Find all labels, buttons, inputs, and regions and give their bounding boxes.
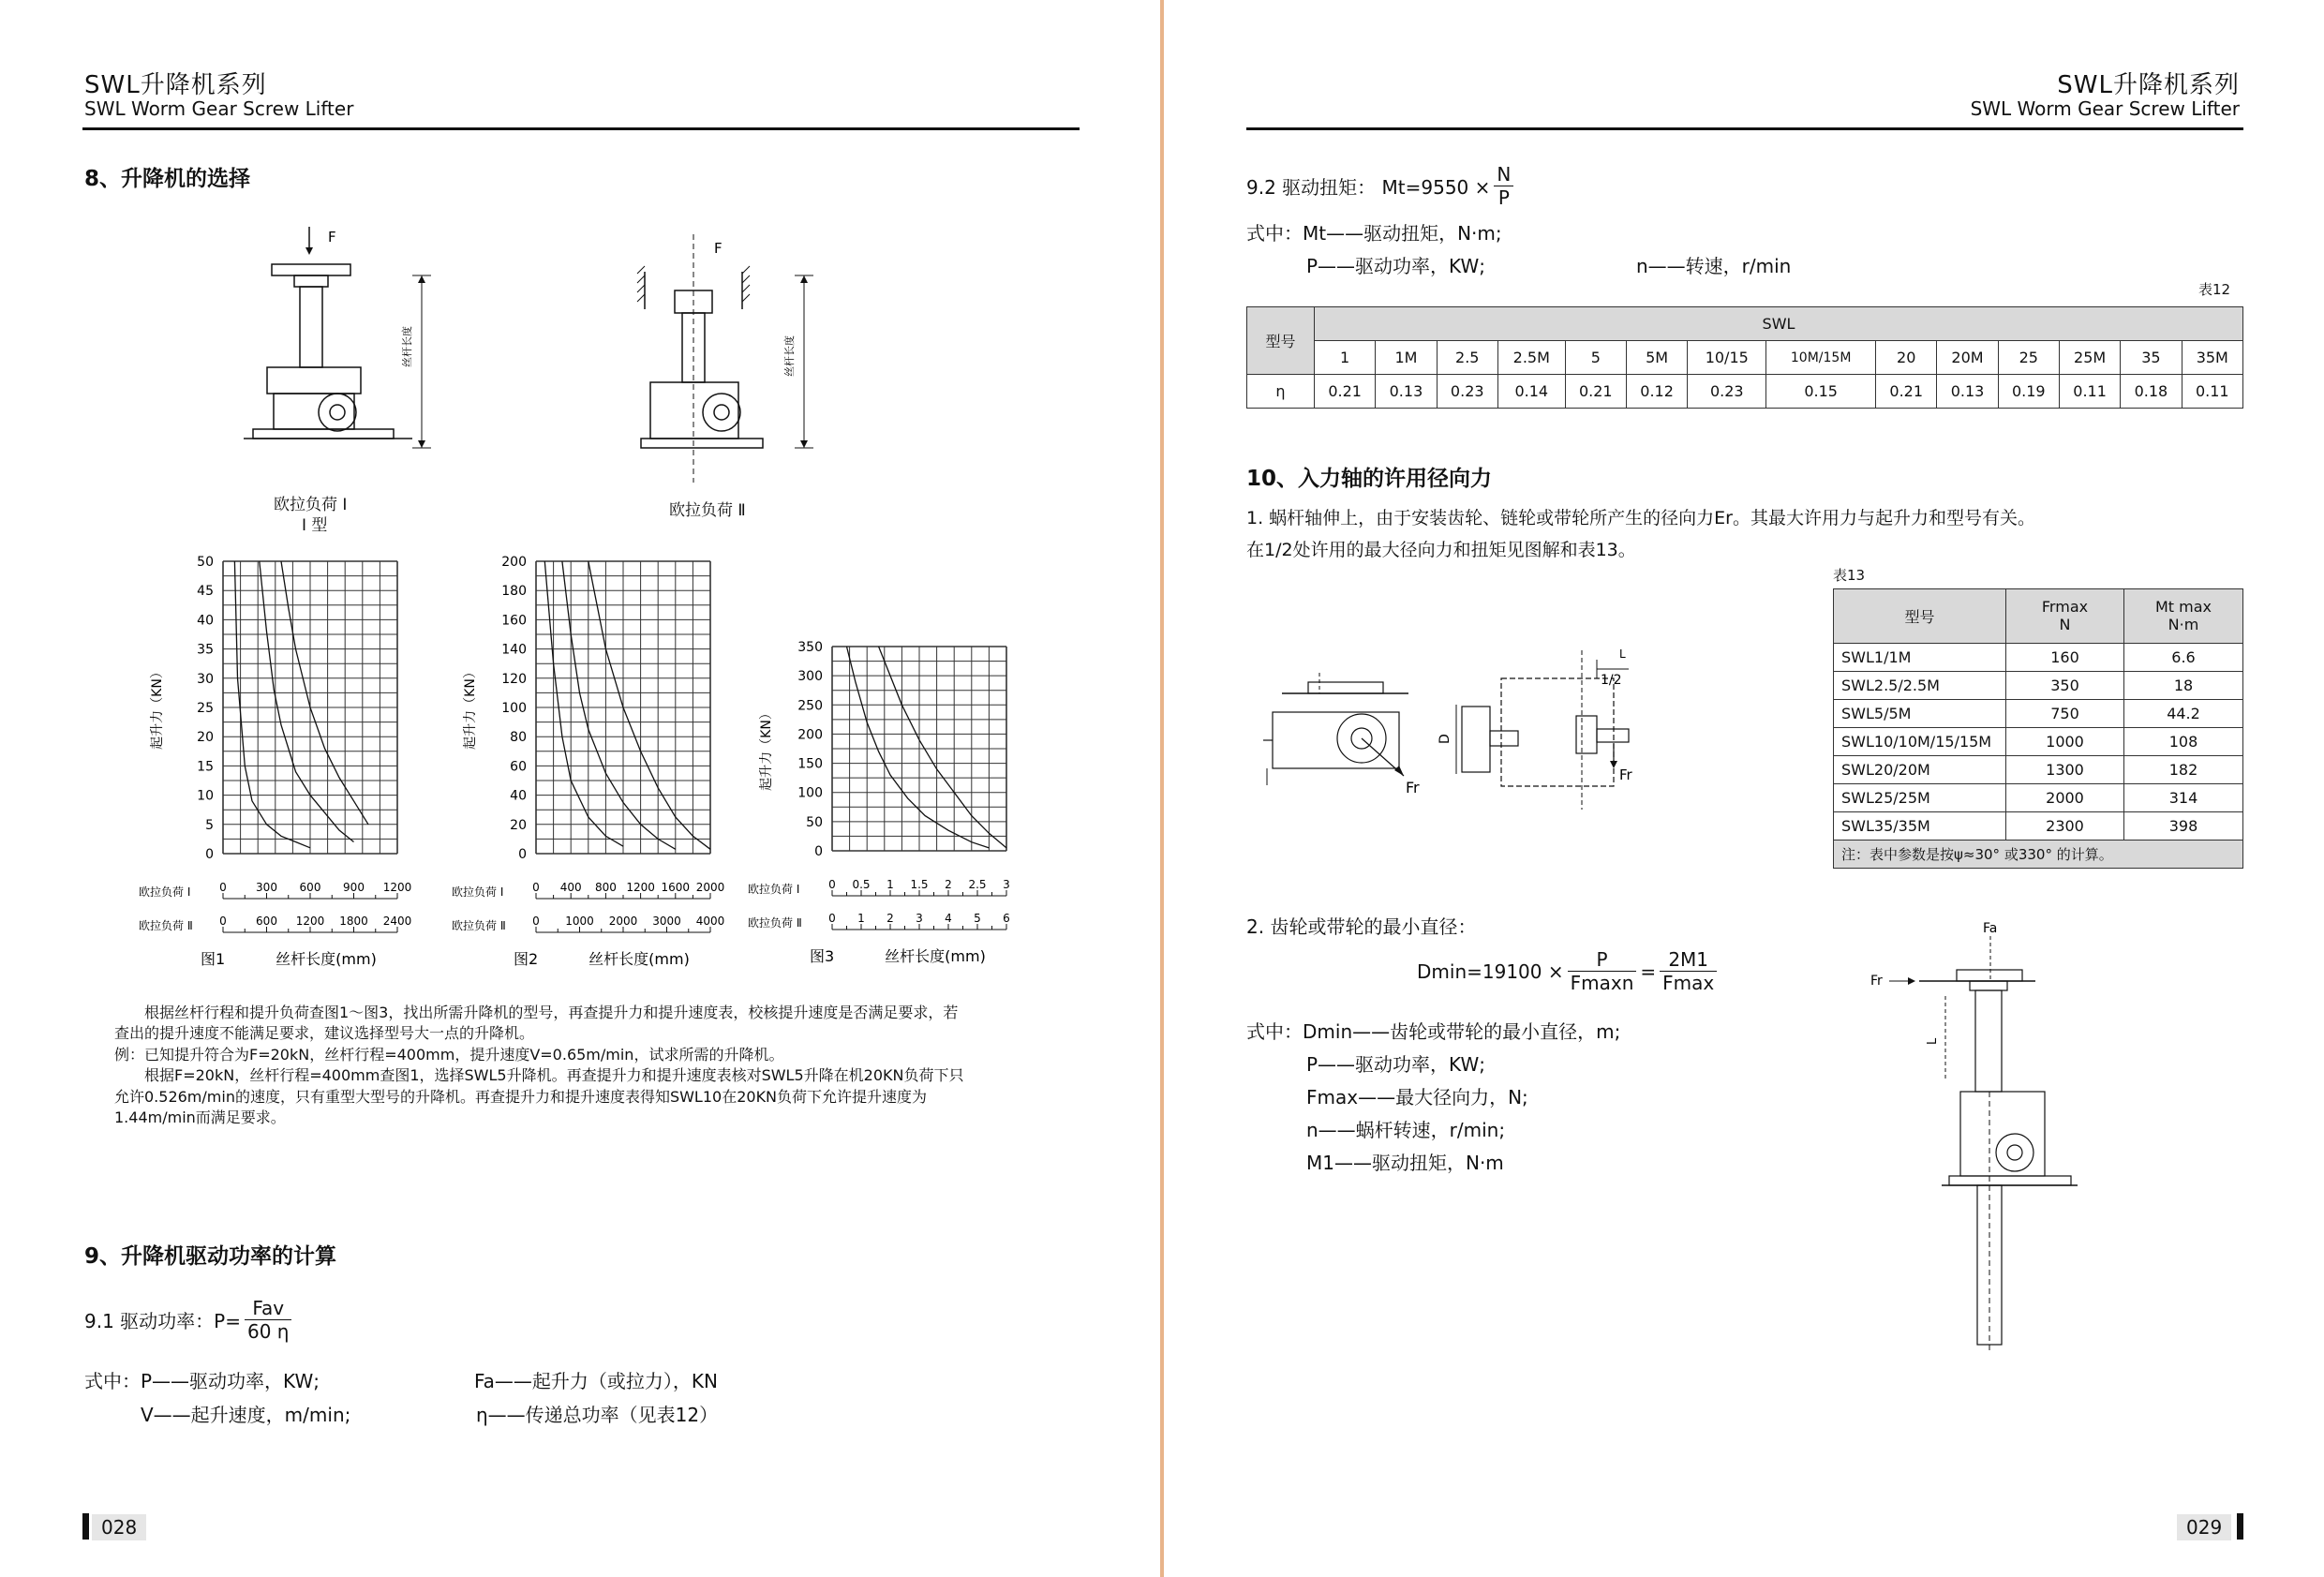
header-subtitle: SWL Worm Gear Screw Lifter	[84, 97, 354, 120]
formula-fraction-1	[1568, 948, 1637, 994]
y-tick-label: 180	[501, 584, 527, 600]
y-tick-label: 160	[501, 613, 527, 629]
table-cell-mt: 182	[2124, 756, 2243, 784]
table-efficiency-cell: 0.18	[2121, 375, 2182, 409]
x-tick-label: 300	[256, 881, 277, 894]
x-tick-label: 2400	[382, 915, 412, 928]
x-tick-label: 5	[974, 912, 981, 925]
table-cell-mt: 44.2	[2124, 700, 2243, 728]
y-tick-label: 15	[197, 759, 214, 775]
section-10-text-1: 1. 蜗杆轴伸上，由于安装齿轮、链轮或带轮所产生的径向力Er。其最大许用力与起升力和型号有关。	[1246, 508, 2035, 528]
euler-2-axis-label: 欧拉负荷 Ⅱ	[452, 919, 506, 932]
table-row	[1834, 756, 2243, 784]
euler-1-caption: 欧拉负荷 Ⅰ	[274, 496, 348, 514]
y-tick-label: 100	[797, 785, 823, 801]
table-cell-model: SWL35/35M	[1834, 812, 2006, 841]
fraction-denominator: Fmax	[1662, 972, 1715, 994]
section-8-title: 8、升降机的选择	[84, 167, 251, 191]
para-line: 查出的提升速度不能满足要求，建议选择型号大一点的升降机。	[114, 1024, 535, 1043]
table-model-cell: 10M/15M	[1766, 341, 1876, 375]
x-tick-label: 2	[945, 878, 952, 891]
table-cell-fr: 1300	[2006, 756, 2124, 784]
table-12-label: 表12	[2198, 281, 2231, 298]
euler-1-axis-label: 欧拉负荷 Ⅰ	[452, 885, 504, 899]
stroke-length-label: 丝杆长度	[401, 326, 413, 367]
type-1-caption: Ⅰ 型	[302, 516, 328, 535]
table-efficiency-cell: 0.19	[1998, 375, 2059, 409]
y-tick-label: 60	[510, 759, 527, 775]
section-9-title: 9、升降机驱动功率的计算	[84, 1244, 337, 1269]
page-number: 029	[2177, 1514, 2231, 1540]
x-axis-label: 丝杆长度(mm)	[276, 950, 377, 968]
half-length-label: 1/2	[1601, 673, 1622, 688]
stroke-length-label: 丝杆长度	[783, 335, 796, 377]
selection-paragraph	[114, 1003, 1080, 1128]
x-tick-label: 3	[916, 912, 923, 925]
x-tick-label: 900	[343, 881, 365, 894]
para-line: 根据丝杆行程和提升负荷查图1～图3，找出所需升降机的型号，再查提升力和提升速度表，校核提升速度是否满足要求，若	[144, 1004, 959, 1021]
x-tick-label: 1200	[382, 881, 412, 894]
x-tick-label: 2	[886, 912, 894, 925]
table-efficiency-cell: 0.21	[1315, 375, 1376, 409]
header-title: SWL升降机系列	[84, 71, 267, 99]
table-row	[1834, 644, 2243, 672]
euler-2-axis-label: 欧拉负荷 Ⅱ	[139, 919, 193, 932]
x-tick-label: 1200	[626, 881, 655, 894]
table-header-swl: SWL	[1315, 307, 2243, 341]
table-efficiency-cell: 0.23	[1688, 375, 1766, 409]
page-marker	[2237, 1513, 2243, 1540]
y-tick-label: 50	[197, 555, 214, 570]
x-tick-label: 2.5	[968, 878, 987, 891]
radial-force-diagram-1	[1263, 656, 1432, 806]
x-tick-label: 0	[828, 878, 836, 891]
y-axis-label: 起升力（KN）	[150, 665, 165, 750]
y-tick-label: 200	[501, 555, 527, 570]
x-tick-label: 1.5	[910, 878, 929, 891]
table-efficiency-cell: 0.13	[1376, 375, 1437, 409]
table-cell-model: SWL2.5/2.5M	[1834, 672, 2006, 700]
radial-force-label: Fr	[1406, 779, 1420, 796]
fraction-denominator: Fmaxn	[1570, 972, 1634, 994]
chart-figure-3	[748, 633, 1031, 971]
euler-1-axis-label: 欧拉负荷 Ⅰ	[139, 885, 191, 899]
table-13-body	[1834, 644, 2243, 841]
lifter-diagram-euler-2	[637, 234, 825, 487]
definition-m1: M1——驱动扭矩，N·m	[1306, 1152, 1504, 1174]
section-10-title: 10、入力轴的许用径向力	[1246, 467, 1493, 491]
fraction-denominator: 60 η	[246, 1320, 290, 1343]
y-tick-label: 10	[197, 788, 214, 804]
y-tick-label: 250	[797, 698, 823, 714]
x-tick-label: 6	[1003, 912, 1010, 925]
table-model-cell: 5	[1565, 341, 1626, 375]
x-tick-label: 4	[945, 912, 952, 925]
formula-fraction-2	[1660, 948, 1717, 994]
definition-v: V——起升速度，m/min;	[141, 1404, 351, 1426]
euler-2-caption: 欧拉负荷 Ⅱ	[669, 501, 746, 520]
table-model-cell: 35	[2121, 341, 2182, 375]
table-cell-fr: 350	[2006, 672, 2124, 700]
y-tick-label: 80	[510, 730, 527, 746]
definition-n: n——蜗杆转速，r/min;	[1306, 1119, 1506, 1141]
header-title: SWL升降机系列	[2057, 71, 2240, 99]
page-marker	[82, 1513, 89, 1540]
table-cell-model: SWL5/5M	[1834, 700, 2006, 728]
x-tick-label: 400	[559, 881, 582, 894]
y-tick-label: 120	[501, 671, 527, 687]
x-tick-label: 600	[299, 881, 321, 894]
chart-figure-1	[139, 548, 431, 970]
table-row	[1834, 784, 2243, 812]
table-efficiency-cell: 0.13	[1937, 375, 1998, 409]
table-cell-fr: 1000	[2006, 728, 2124, 756]
table-row	[1834, 672, 2243, 700]
table-model-cell: 2.5M	[1497, 341, 1565, 375]
y-tick-label: 5	[205, 817, 214, 833]
fraction-numerator: N	[1494, 163, 1513, 186]
table-row	[1834, 728, 2243, 756]
definition-dmin: 式中：Dmin——齿轮或带轮的最小直径，m;	[1246, 1020, 1621, 1043]
series-line-2	[879, 647, 1006, 848]
table-efficiency-cell: 0.14	[1497, 375, 1565, 409]
x-tick-label: 1	[857, 912, 865, 925]
table-cell-fr: 2300	[2006, 812, 2124, 841]
table-header-model: 型号	[1247, 307, 1315, 375]
table-13-label: 表13	[1833, 567, 1866, 584]
table-efficiency-row	[1247, 375, 2243, 409]
y-tick-label: 0	[205, 847, 214, 862]
fraction-denominator: P	[1497, 186, 1510, 209]
y-tick-label: 25	[197, 701, 214, 716]
table-model-cell: 20	[1876, 341, 1937, 375]
force-label: F	[714, 240, 723, 257]
formula-label: 9.2 驱动扭矩： Mt=9550 ×	[1246, 176, 1491, 199]
table-efficiency-cell: 0.23	[1437, 375, 1497, 409]
radial-force-diagram-2	[1438, 647, 1632, 810]
table-cell-mt: 108	[2124, 728, 2243, 756]
mtmax-unit: N·m	[2168, 615, 2199, 633]
header-rule	[82, 127, 1080, 130]
table-cell-mt: 398	[2124, 812, 2243, 841]
formula-label: Dmin=19100 ×	[1417, 960, 1564, 983]
x-tick-label: 2000	[608, 915, 638, 928]
y-tick-label: 350	[797, 640, 823, 655]
y-tick-label: 0	[518, 847, 527, 862]
definition-p: 式中：P——驱动功率，KW;	[84, 1370, 320, 1392]
formula-9-2	[1246, 163, 1517, 209]
definition-eta: η——传递总功率（见表12）	[476, 1404, 719, 1426]
y-tick-label: 20	[197, 730, 214, 746]
series-line-1	[234, 561, 310, 848]
figure-label: 图3	[810, 947, 835, 965]
formula-label: 9.1 驱动功率：P=	[84, 1310, 241, 1332]
diameter-label: D	[1438, 734, 1452, 744]
y-tick-label: 50	[806, 814, 823, 830]
definition-fmax: Fmax——最大径向力，N;	[1306, 1086, 1528, 1108]
series-line-3	[588, 561, 710, 849]
x-tick-label: 0	[828, 912, 836, 925]
y-tick-label: 0	[814, 844, 823, 859]
table-efficiency-cell: 0.12	[1626, 375, 1687, 409]
x-tick-label: 0	[219, 915, 227, 928]
section-2-title: 2. 齿轮或带轮的最小直径：	[1246, 915, 1477, 938]
definition-fa: Fa——起升力（或拉力），KN	[474, 1370, 718, 1392]
x-tick-label: 1200	[295, 915, 325, 928]
formula-9-1	[84, 1297, 295, 1343]
table-model-cell: 25	[1998, 341, 2059, 375]
table-header-mtmax	[2124, 589, 2243, 644]
radial-force-label: Fr	[1619, 766, 1632, 783]
frmax-unit: N	[2059, 615, 2071, 633]
y-axis-label: 起升力（KN）	[759, 707, 774, 791]
table-header-model: 型号	[1834, 589, 2006, 644]
x-tick-label: 1800	[339, 915, 368, 928]
table-row	[1834, 700, 2243, 728]
y-tick-label: 45	[197, 584, 214, 600]
figure-label: 图2	[514, 950, 539, 968]
series-line-1	[847, 647, 990, 848]
table-efficiency-cell: 0.15	[1766, 375, 1876, 409]
table-model-cell: 10/15	[1688, 341, 1766, 375]
table-model-cell: 1	[1315, 341, 1376, 375]
length-label: L	[1926, 1037, 1940, 1045]
frmax-label: Frmax	[2041, 598, 2089, 617]
page-number: 028	[92, 1514, 146, 1540]
table-cell-model: SWL25/25M	[1834, 784, 2006, 812]
table-model-cell: 1M	[1376, 341, 1437, 375]
y-tick-label: 140	[501, 642, 527, 658]
table-model-cell: 35M	[2182, 341, 2242, 375]
x-tick-label: 0	[532, 881, 540, 894]
lifter-load-diagram	[1867, 914, 2092, 1382]
table-13	[1833, 588, 2243, 869]
table-cell-fr: 160	[2006, 644, 2124, 672]
formula-fraction	[245, 1297, 291, 1343]
x-tick-label: 0	[219, 881, 227, 894]
table-efficiency-cell: 0.21	[1565, 375, 1626, 409]
table-row	[1834, 812, 2243, 841]
series-line-2	[260, 561, 354, 842]
section-10-text-2: 在1/2处许用的最大径向力和扭矩见图解和表13。	[1246, 540, 1636, 560]
table-cell-fr: 2000	[2006, 784, 2124, 812]
table-model-row	[1247, 341, 2243, 375]
header-rule	[1246, 127, 2243, 130]
x-tick-label: 800	[594, 881, 617, 894]
definition-p: P——驱动功率，KW;	[1306, 255, 1485, 277]
y-tick-label: 30	[197, 671, 214, 687]
table-cell-model: SWL1/1M	[1834, 644, 2006, 672]
y-tick-label: 150	[797, 756, 823, 772]
x-tick-label: 0	[532, 915, 540, 928]
y-tick-label: 100	[501, 701, 527, 716]
definition-mt: 式中：Mt——驱动扭矩，N·m;	[1246, 222, 1502, 245]
table-cell-model: SWL20/20M	[1834, 756, 2006, 784]
formula-fraction	[1494, 163, 1513, 209]
table-cell-fr: 750	[2006, 700, 2124, 728]
fraction-numerator: 2M1	[1660, 948, 1717, 972]
table-model-cell: 5M	[1626, 341, 1687, 375]
table-efficiency-cell: 0.21	[1876, 375, 1937, 409]
table-cell-mt: 314	[2124, 784, 2243, 812]
x-tick-label: 2000	[695, 881, 725, 894]
para-line: 允许0.526m/min的速度，只有重型大型号的升降机。再查提升力和提升速度表得知SWL10在20KN负荷下允许提升速度为	[114, 1087, 928, 1106]
x-tick-label: 1	[886, 878, 894, 891]
table-cell-mt: 18	[2124, 672, 2243, 700]
mtmax-label: Mt max	[2154, 598, 2212, 617]
y-tick-label: 40	[197, 613, 214, 629]
para-line: 1.44m/min而满足要求。	[114, 1108, 286, 1126]
para-line: 例：已知提升符合为F=20kN，丝杆行程=400mm，提升速度V=0.65m/min，试求所需的升降机。	[114, 1045, 784, 1064]
fraction-numerator: Fav	[245, 1297, 291, 1320]
table-model-cell: 2.5	[1437, 341, 1497, 375]
right-page	[1162, 0, 2324, 1577]
formula-dmin	[1417, 948, 1721, 994]
table-efficiency-cell: 0.11	[2059, 375, 2120, 409]
x-tick-label: 600	[256, 915, 277, 928]
table-model-cell: 20M	[1937, 341, 1998, 375]
euler-2-axis-label: 欧拉负荷 Ⅱ	[748, 916, 802, 930]
x-tick-label: 4000	[695, 915, 725, 928]
table-13-note: 注：表中参数是按ψ≈30° 或330° 的计算。	[1834, 841, 2243, 869]
table-row-label: η	[1247, 375, 1315, 409]
length-label: L	[1619, 647, 1626, 661]
para-line: 根据F=20kN，丝杆行程=400mm查图1，选择SWL5升降机。再查提升力和提升速度表核对SWL5升降在机20KN负荷下只	[144, 1066, 964, 1085]
table-efficiency-cell: 0.11	[2182, 375, 2242, 409]
x-tick-label: 3000	[652, 915, 681, 928]
table-model-cell: 25M	[2059, 341, 2120, 375]
table-cell-mt: 6.6	[2124, 644, 2243, 672]
x-tick-label: 1000	[565, 915, 594, 928]
definition-n: n——转速，r/min	[1636, 255, 1792, 277]
figure-label: 图1	[201, 950, 226, 968]
y-tick-label: 200	[797, 727, 823, 743]
y-tick-label: 35	[197, 642, 214, 658]
series-line-1	[544, 561, 623, 846]
table-header-frmax	[2006, 589, 2124, 644]
table-cell-model: SWL10/10M/15/15M	[1834, 728, 2006, 756]
lifter-diagram-euler-1	[234, 216, 469, 459]
y-axis-label: 起升力（KN）	[463, 665, 478, 750]
header-subtitle: SWL Worm Gear Screw Lifter	[1970, 97, 2240, 120]
y-tick-label: 20	[510, 817, 527, 833]
x-axis-label: 丝杆长度(mm)	[885, 947, 986, 965]
y-tick-label: 300	[797, 669, 823, 685]
definition-p: P——驱动功率，KW;	[1306, 1053, 1485, 1076]
axial-force-label: Fa	[1983, 921, 1998, 936]
fraction-numerator: P	[1568, 948, 1637, 972]
table-12	[1246, 306, 2243, 409]
x-axis-label: 丝杆长度(mm)	[588, 950, 690, 968]
chart-figure-2	[452, 548, 735, 970]
force-label: F	[328, 229, 336, 245]
y-tick-label: 40	[510, 788, 527, 804]
equals-sign: =	[1640, 960, 1657, 983]
radial-force-label: Fr	[1870, 974, 1883, 989]
x-tick-label: 0.5	[852, 878, 871, 891]
x-tick-label: 1600	[661, 881, 691, 894]
euler-1-axis-label: 欧拉负荷 Ⅰ	[748, 883, 800, 896]
x-tick-label: 3	[1003, 878, 1010, 891]
